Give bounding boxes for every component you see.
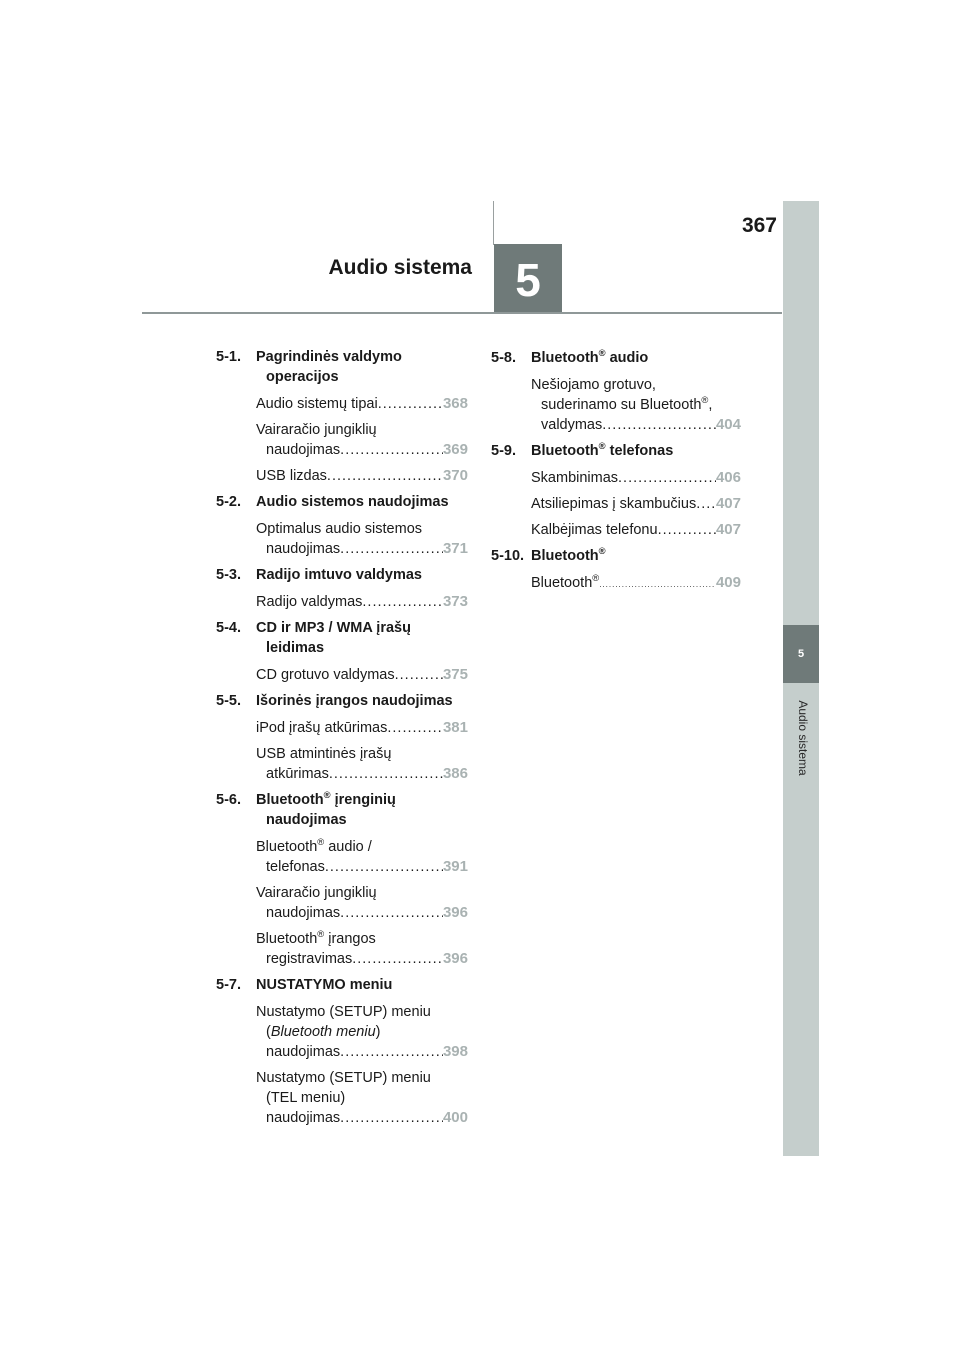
dot-leader xyxy=(327,466,443,486)
section-title: Bluetooth® audio xyxy=(531,347,649,366)
toc-left-column xyxy=(216,347,468,1134)
page-reference[interactable]: 370 xyxy=(442,467,468,484)
toc-entry[interactable] xyxy=(531,494,741,514)
dot-leader xyxy=(618,468,716,488)
section-title: Audio sistemos naudojimas xyxy=(256,494,449,510)
entry-text: Nustatymo (SETUP) meniu xyxy=(256,1070,431,1086)
entry-text: Vairaračio jungiklių xyxy=(256,885,377,901)
entry-text: naudojimas xyxy=(266,905,341,921)
section-title: NUSTATYMO meniu xyxy=(256,977,393,993)
entry-text: suderinamo su Bluetooth®, xyxy=(541,394,713,413)
header-rule xyxy=(142,312,782,314)
toc-entry[interactable] xyxy=(531,573,741,595)
toc-entry[interactable] xyxy=(531,468,741,488)
toc-section xyxy=(491,348,741,435)
section-number: 5-7. xyxy=(216,977,241,993)
toc-entry[interactable] xyxy=(531,520,741,540)
dot-leader xyxy=(602,415,716,435)
page-reference[interactable]: 373 xyxy=(442,593,468,610)
toc-entry[interactable] xyxy=(256,1002,468,1062)
toc-entry[interactable] xyxy=(531,375,741,435)
toc-section xyxy=(216,618,468,685)
chapter-number-box: 5 xyxy=(494,244,562,312)
dot-leader xyxy=(599,575,716,595)
entry-text: registravimas xyxy=(266,951,353,967)
toc-right-column xyxy=(491,348,741,601)
entry-text: Audio sistemų tipai xyxy=(256,396,378,412)
page-reference[interactable]: 409 xyxy=(715,574,741,591)
entry-text: (TEL meniu) xyxy=(266,1090,346,1106)
dot-leader xyxy=(352,949,443,969)
page-reference[interactable]: 398 xyxy=(442,1043,468,1060)
dot-leader xyxy=(362,592,443,612)
section-number: 5-6. xyxy=(216,792,241,808)
page-reference[interactable]: 391 xyxy=(442,858,468,875)
section-heading[interactable] xyxy=(491,441,741,461)
entry-text: Vairaračio jungiklių xyxy=(256,422,377,438)
dot-leader xyxy=(395,665,443,685)
entry-text: Skambinimas xyxy=(531,470,619,486)
page-reference[interactable]: 407 xyxy=(715,521,741,538)
page-reference[interactable]: 404 xyxy=(715,416,741,433)
section-title: Išorinės įrangos naudojimas xyxy=(256,693,453,709)
entry-text: Nešiojamo grotuvo, xyxy=(531,377,656,393)
toc-section xyxy=(491,546,741,595)
toc-section xyxy=(216,492,468,559)
entry-text: naudojimas xyxy=(266,541,341,557)
entry-text: Nustatymo (SETUP) meniu xyxy=(256,1004,431,1020)
page-reference[interactable]: 386 xyxy=(442,765,468,782)
section-heading[interactable] xyxy=(216,565,468,585)
section-title: Pagrindinės valdymo operacijos xyxy=(256,349,402,385)
toc-section xyxy=(216,975,468,1128)
entry-text: naudojimas xyxy=(266,1110,341,1126)
toc-entry[interactable] xyxy=(256,929,468,969)
toc-section xyxy=(216,790,468,969)
page-reference[interactable]: 400 xyxy=(442,1109,468,1126)
page-number: 367 xyxy=(741,214,777,237)
toc-entry[interactable] xyxy=(256,665,468,685)
section-number: 5-2. xyxy=(216,494,241,510)
entry-text: USB atmintinės įrašų xyxy=(256,746,392,762)
section-number: 5-8. xyxy=(491,350,516,366)
dot-leader xyxy=(340,903,443,923)
section-title: Bluetooth® xyxy=(531,545,606,564)
section-title: Bluetooth® telefonas xyxy=(531,440,674,459)
dot-leader xyxy=(325,857,443,877)
section-heading[interactable] xyxy=(216,492,468,512)
toc-section xyxy=(216,691,468,784)
section-number: 5-10. xyxy=(491,548,525,564)
page-reference[interactable]: 369 xyxy=(442,441,468,458)
toc-entry[interactable] xyxy=(256,1068,468,1128)
toc-section xyxy=(216,347,468,486)
entry-text: atkūrimas xyxy=(266,766,329,782)
toc-section xyxy=(491,441,741,540)
entry-text: Kalbėjimas telefonu xyxy=(531,522,658,538)
entry-text: Bluetooth® xyxy=(531,572,600,591)
header-divider xyxy=(493,201,494,245)
entry-text: Bluetooth® įrangos xyxy=(256,928,376,947)
toc-entry[interactable] xyxy=(256,718,468,738)
section-heading[interactable] xyxy=(216,975,468,995)
entry-text: naudojimas xyxy=(266,1044,341,1060)
section-heading[interactable] xyxy=(491,348,741,368)
entry-text: USB lizdas xyxy=(256,468,327,484)
section-heading[interactable] xyxy=(216,691,468,711)
dot-leader xyxy=(378,394,443,414)
section-heading[interactable] xyxy=(491,546,741,566)
section-title: CD ir MP3 / WMA įrašų leidimas xyxy=(256,620,411,656)
side-tab-label: Audio sistema xyxy=(796,700,810,776)
page-reference[interactable]: 381 xyxy=(442,719,468,736)
entry-text: Bluetooth® audio / xyxy=(256,836,372,855)
section-title: Radijo imtuvo valdymas xyxy=(256,567,422,583)
dot-leader xyxy=(658,520,716,540)
dot-leader xyxy=(340,1108,443,1128)
entry-text: Radijo valdymas xyxy=(256,594,363,610)
section-number: 5-3. xyxy=(216,567,241,583)
entry-text: iPod įrašų atkūrimas xyxy=(256,720,388,736)
page-reference[interactable]: 396 xyxy=(442,950,468,967)
section-title: Bluetooth® įrenginių naudojimas xyxy=(256,789,396,828)
dot-leader xyxy=(340,440,443,460)
section-heading[interactable] xyxy=(216,790,468,830)
page-reference[interactable]: 368 xyxy=(442,395,468,412)
dot-leader xyxy=(329,764,443,784)
toc-entry[interactable] xyxy=(256,592,468,612)
dot-leader xyxy=(387,718,443,738)
side-tab-number[interactable]: 5 xyxy=(783,625,819,683)
toc-entry[interactable] xyxy=(256,519,468,559)
entry-text: naudojimas xyxy=(266,442,341,458)
section-heading[interactable] xyxy=(216,347,468,387)
section-heading[interactable] xyxy=(216,618,468,658)
entry-text: Atsiliepimas į skambučius xyxy=(531,496,697,512)
entry-text: (Bluetooth meniu) xyxy=(266,1024,381,1040)
page-reference[interactable]: 396 xyxy=(442,904,468,921)
section-number: 5-1. xyxy=(216,349,241,365)
toc-entry[interactable] xyxy=(256,837,468,877)
dot-leader xyxy=(696,494,716,514)
entry-text: Optimalus audio sistemos xyxy=(256,521,423,537)
toc-entry[interactable] xyxy=(256,744,468,784)
section-number: 5-9. xyxy=(491,443,516,459)
page-reference[interactable]: 406 xyxy=(715,469,741,486)
toc-entry[interactable] xyxy=(256,466,468,486)
page-reference[interactable]: 375 xyxy=(442,666,468,683)
chapter-title: Audio sistema xyxy=(328,256,472,279)
dot-leader xyxy=(340,539,443,559)
toc-entry[interactable] xyxy=(256,394,468,414)
page-reference[interactable]: 407 xyxy=(715,495,741,512)
dot-leader xyxy=(340,1042,443,1062)
section-number: 5-4. xyxy=(216,620,241,636)
toc-entry[interactable] xyxy=(256,883,468,923)
section-number: 5-5. xyxy=(216,693,241,709)
toc-section xyxy=(216,565,468,612)
page-reference[interactable]: 371 xyxy=(442,540,468,557)
entry-text: valdymas xyxy=(541,417,603,433)
entry-text: telefonas xyxy=(266,859,325,875)
toc-entry[interactable] xyxy=(256,420,468,460)
entry-text: CD grotuvo valdymas xyxy=(256,667,395,683)
